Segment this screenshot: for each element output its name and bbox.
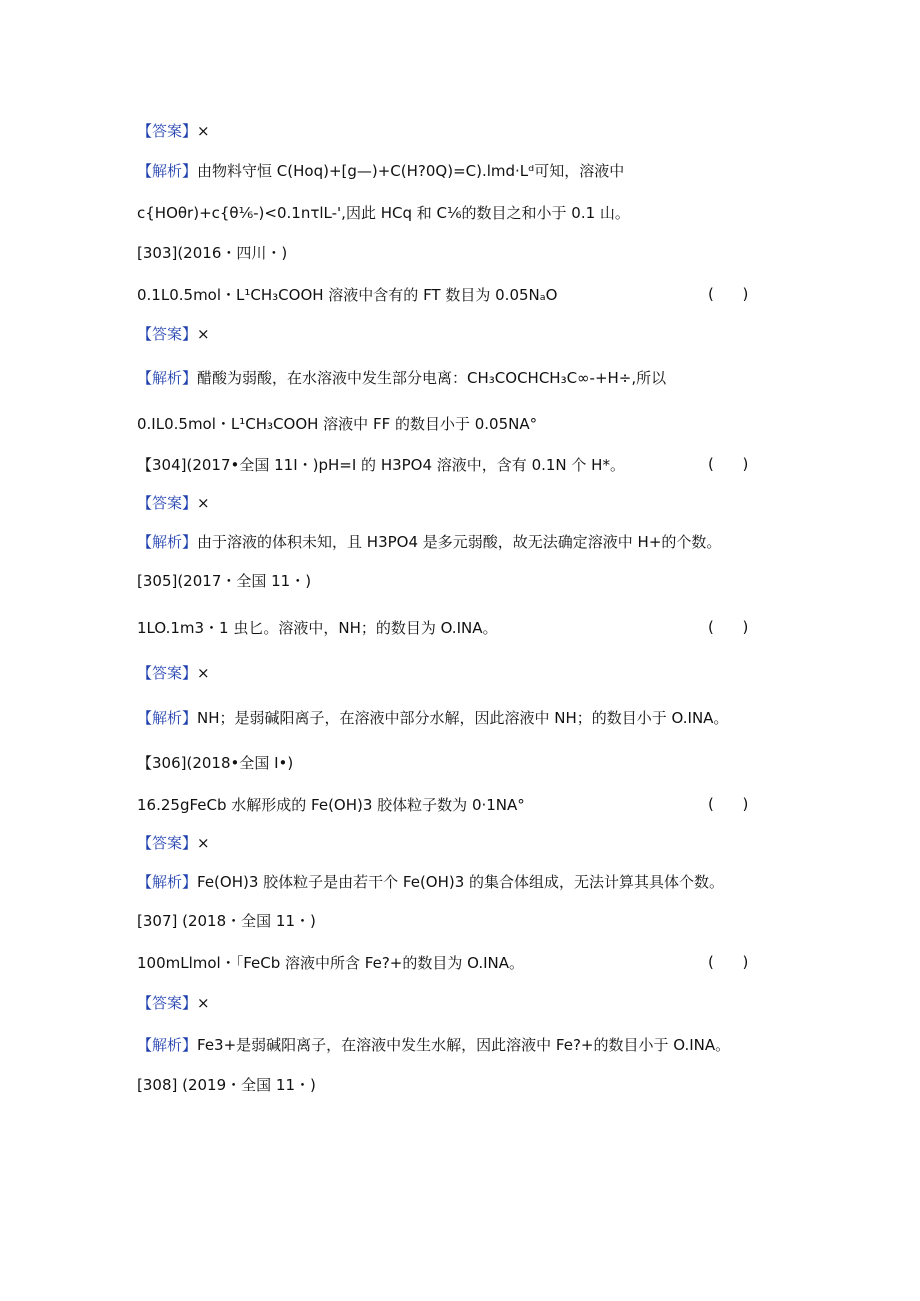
answer-line — [137, 324, 800, 344]
question-text: 16.25gFeCb 水解形成的 Fe(OH)3 胶体粒子数为 0·1NA° — [137, 796, 525, 814]
question-text: 100mLlmol・「FeCb 溶液中所含 Fe?+的数目为 O.INA。 — [137, 954, 524, 972]
analysis-text: 醋酸为弱酸，在水溶液中发生部分电离：CH₃COCHCH₃C∞-+H÷,所以 — [197, 369, 667, 387]
analysis-line — [137, 872, 800, 892]
analysis-text: 由物料守恒 C(Hoq)+[g—)+C(H?0Q)=C).lmd·Lᵈ可知，溶液中 — [197, 162, 625, 180]
answer-line — [137, 833, 800, 853]
answer-blank: ( ) — [708, 618, 749, 636]
question-header: [303](2016・四川・) — [137, 244, 288, 262]
answer-mark: × — [197, 122, 210, 140]
answer-mark: × — [197, 994, 210, 1012]
answer-line — [137, 493, 800, 513]
question-statement — [137, 953, 800, 973]
question-text: 0.1L0.5mol・L¹CH₃COOH 溶液中含有的 FT 数目为 0.05NₐO — [137, 286, 558, 304]
answer-tag: 【答案】 — [137, 834, 198, 852]
answer-blank: ( ) — [708, 953, 749, 971]
question-statement — [137, 285, 800, 305]
analysis-tag: 【解析】 — [137, 533, 198, 551]
analysis-line — [137, 708, 800, 728]
question-header: [308] (2019・全国 11・) — [137, 1076, 316, 1094]
analysis-line — [137, 368, 800, 388]
question-header: 【306](2018•全国 I•) — [137, 754, 294, 772]
answer-line — [137, 121, 800, 141]
analysis-tag: 【解析】 — [137, 873, 198, 891]
answer-mark: × — [197, 664, 210, 682]
question-text: 【304](2017•全国 11I・)pH=I 的 H3PO4 溶液中，含有 0.1N 个 H*。 — [137, 456, 625, 474]
analysis-line — [137, 161, 800, 181]
answer-tag: 【答案】 — [137, 122, 198, 140]
analysis-text: Fe(OH)3 胶体粒子是由若干个 Fe(OH)3 的集合体组成，无法计算其具体个数。 — [197, 873, 725, 891]
answer-tag: 【答案】 — [137, 494, 198, 512]
answer-blank: ( ) — [708, 455, 749, 473]
question-header: [307] (2018・全国 11・) — [137, 912, 316, 930]
analysis-text: NH；是弱碱阳离子，在溶液中部分水解，因此溶液中 NH；的数目小于 O.INA。 — [197, 709, 729, 727]
text-line: 0.IL0.5mol・L¹CH₃COOH 溶液中 FF 的数目小于 0.05NA° — [137, 415, 538, 433]
analysis-tag: 【解析】 — [137, 1036, 198, 1054]
answer-tag: 【答案】 — [137, 994, 198, 1012]
answer-blank: ( ) — [708, 285, 749, 303]
answer-tag: 【答案】 — [137, 664, 198, 682]
answer-tag: 【答案】 — [137, 325, 198, 343]
analysis-line — [137, 532, 800, 552]
answer-mark: × — [197, 834, 210, 852]
question-statement — [137, 455, 800, 475]
answer-line — [137, 993, 800, 1013]
text-line: c{HOθr)+c{θ⅙-)<0.1nτlL-',因此 HCq 和 C⅙的数目之和小于 0.1 山。 — [137, 204, 630, 222]
question-header: [305](2017・全国 11・) — [137, 572, 312, 590]
question-text: 1LO.1m3・1 虫匕。溶液中，NH；的数目为 O.INA。 — [137, 619, 498, 637]
analysis-text: Fe3+是弱碱阳离子，在溶液中发生水解，因此溶液中 Fe?+的数目小于 O.INA。 — [197, 1036, 731, 1054]
question-statement — [137, 795, 800, 815]
answer-blank: ( ) — [708, 795, 749, 813]
analysis-tag: 【解析】 — [137, 709, 198, 727]
analysis-tag: 【解析】 — [137, 369, 198, 387]
analysis-tag: 【解析】 — [137, 162, 198, 180]
answer-line — [137, 663, 800, 683]
analysis-line — [137, 1035, 800, 1055]
analysis-text: 由于溶液的体积未知，且 H3PO4 是多元弱酸，故无法确定溶液中 H+的个数。 — [197, 533, 722, 551]
answer-mark: × — [197, 494, 210, 512]
answer-mark: × — [197, 325, 210, 343]
question-statement — [137, 618, 800, 638]
